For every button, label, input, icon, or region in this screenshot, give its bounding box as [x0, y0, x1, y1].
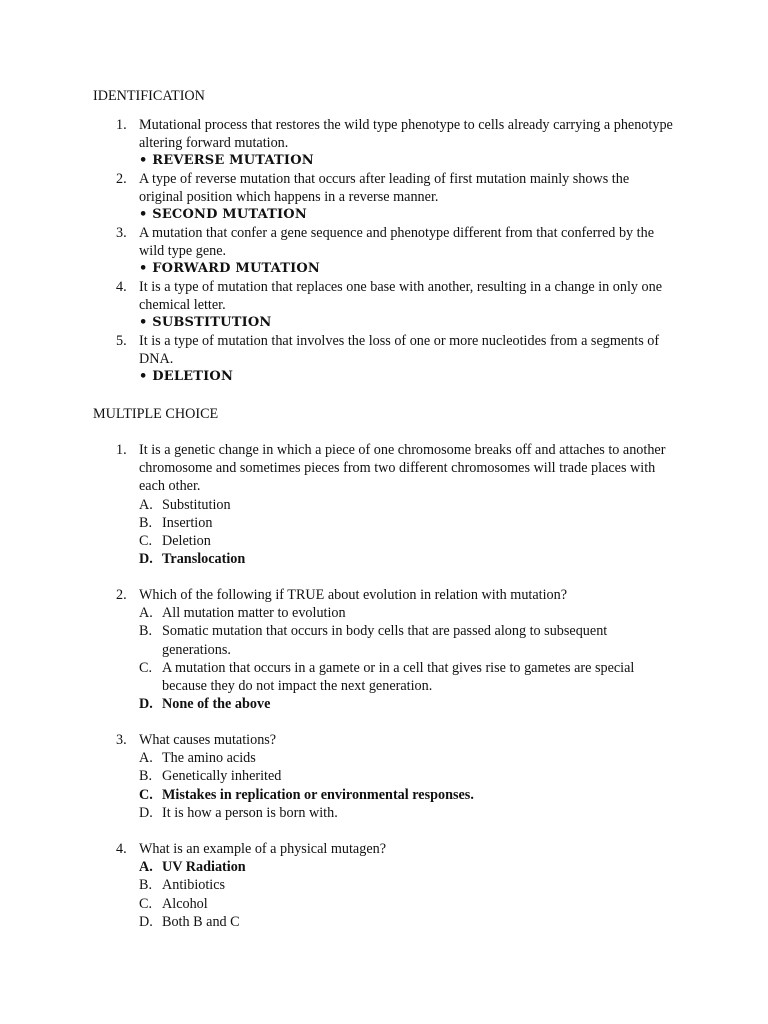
item-question: Mutational process that restores the wild type phenotype to cells already carrying a phenotype altering forward mutation.: [139, 117, 673, 152]
option-text: Insertion: [162, 514, 213, 531]
item-number: 3.: [116, 732, 127, 748]
mc-question-2: [116, 586, 676, 713]
item-question: A mutation that confer a gene sequence and phenotype different from that conferred by the wild type gene.: [139, 225, 655, 260]
option-text: Deletion: [162, 533, 211, 550]
option-letter: B.: [139, 768, 153, 785]
option-d-correct: [139, 695, 676, 713]
item-answer: • REVERSE MUTATION: [139, 153, 314, 169]
identification-item-1: [116, 116, 676, 171]
option-text: Antibiotics: [162, 877, 226, 894]
item-number: 4.: [116, 279, 127, 295]
mc-question-3: [116, 731, 676, 822]
option-text: Substitution: [162, 496, 231, 513]
option-text: A mutation that occurs in a gamete or in a cell that gives rise to gametes are special because they do not impact the next generation.: [162, 659, 635, 695]
mc-question-1: [116, 441, 676, 568]
item-question: It is a type of mutation that involves the loss of one or more nucleotides from a segments of DNA.: [139, 333, 660, 368]
option-letter: C.: [139, 786, 153, 803]
mc-question-4: [116, 840, 676, 931]
option-text: The amino acids: [162, 750, 256, 767]
item-answer: • FORWARD MUTATION: [139, 261, 320, 277]
option-b: [139, 622, 676, 658]
option-d: [139, 804, 676, 822]
identification-item-3: [116, 224, 676, 279]
option-text: Alcohol: [162, 895, 208, 912]
option-c-correct: [139, 786, 676, 804]
option-text: Both B and C: [162, 913, 240, 930]
option-b: [139, 767, 676, 785]
option-c: [139, 659, 676, 695]
option-a: [139, 496, 676, 514]
item-number: 1.: [116, 117, 127, 133]
item-question: It is a genetic change in which a piece of one chromosome breaks off and attaches to another chromosome and sometimes pieces from two different chromosomes will trade places with each other.: [139, 442, 666, 495]
item-number: 1.: [116, 442, 127, 458]
identification-item-2: [116, 170, 676, 225]
item-number: 4.: [116, 841, 127, 857]
option-text: Translocation: [162, 551, 246, 568]
option-letter: B.: [139, 623, 153, 640]
item-answer: • SUBSTITUTION: [139, 315, 272, 331]
item-number: 2.: [116, 171, 127, 187]
option-text: All mutation matter to evolution: [162, 605, 346, 622]
item-number: 2.: [116, 587, 127, 603]
option-letter: D.: [139, 804, 153, 821]
option-b: [139, 876, 676, 894]
option-text: Genetically inherited: [162, 768, 282, 785]
identification-item-4: [116, 278, 676, 333]
option-letter: D.: [139, 696, 153, 713]
option-letter: B.: [139, 877, 153, 894]
option-text: Mistakes in replication or environmental responses.: [162, 786, 474, 803]
option-letter: A.: [139, 496, 153, 513]
option-letter: D.: [139, 913, 153, 930]
option-letter: A.: [139, 859, 153, 876]
option-b: [139, 514, 676, 532]
item-question: What causes mutations?: [139, 732, 277, 748]
option-c: [139, 895, 676, 913]
option-text: It is how a person is born with.: [162, 804, 338, 821]
item-answer: • DELETION: [139, 369, 234, 385]
option-letter: C.: [139, 659, 153, 676]
item-question: What is an example of a physical mutagen?: [139, 841, 387, 857]
option-letter: B.: [139, 514, 153, 531]
item-question: It is a type of mutation that replaces one base with another, resulting in a change in only one chemical letter.: [139, 279, 663, 314]
option-a-correct: [139, 858, 676, 876]
identification-item-5: [116, 332, 676, 387]
item-answer: • SECOND MUTATION: [139, 207, 307, 223]
option-letter: A.: [139, 750, 153, 767]
option-text: UV Radiation: [162, 859, 246, 876]
option-letter: D.: [139, 551, 153, 568]
option-letter: A.: [139, 605, 153, 622]
item-number: 5.: [116, 333, 127, 349]
option-d: [139, 913, 676, 931]
option-letter: C.: [139, 895, 153, 912]
item-number: 3.: [116, 225, 127, 241]
identification-heading: IDENTIFICATION: [93, 88, 205, 104]
option-text: Somatic mutation that occurs in body cells that are passed along to subsequent generations.: [162, 623, 608, 658]
option-a: [139, 749, 676, 767]
option-text: None of the above: [162, 696, 271, 713]
option-c: [139, 532, 676, 550]
option-d-correct: [139, 550, 676, 568]
option-letter: C.: [139, 533, 153, 550]
item-question: A type of reverse mutation that occurs after leading of first mutation mainly shows the original position which happens in a reverse manner.: [139, 171, 630, 206]
multiple-choice-heading: MULTIPLE CHOICE: [93, 406, 219, 422]
item-question: Which of the following if TRUE about evolution in relation with mutation?: [139, 587, 568, 603]
option-a: [139, 604, 676, 622]
